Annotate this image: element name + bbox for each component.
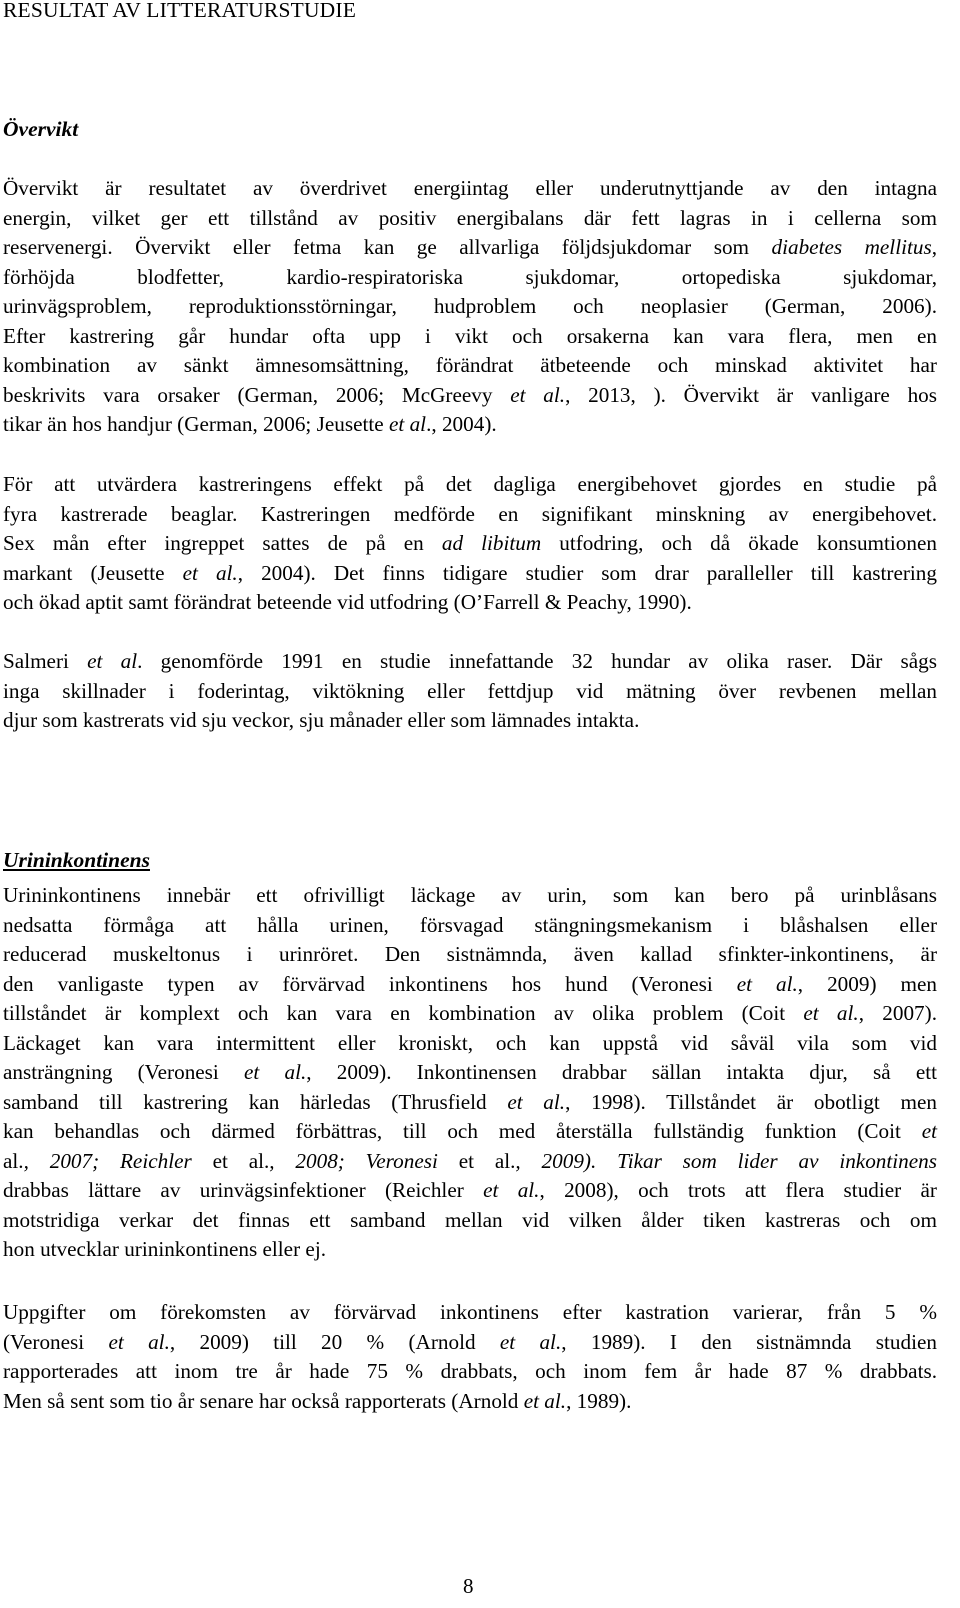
text-line: motstridiga verkar det finnas ett samband mellan vid vilken ålder tiken kastreras och om	[3, 1207, 937, 1232]
text-line: Urininkontinens innebär ett ofrivilligt läckage av urin, som kan bero på urinblåsans	[3, 883, 937, 907]
text-line: Övervikt är resultatet av överdrivet energiintag eller underutnyttjande av den intagna	[3, 176, 937, 200]
text-line: och ökad aptit samt förändrat beteende vid utfodring (O’Farrell & Peachy, 1990).	[3, 590, 692, 614]
italic-text: et al.	[244, 1060, 307, 1084]
text-line: tillståndet är komplext och kan vara en kombination av olika problem (Coit et al., 2007).	[3, 1001, 937, 1025]
text-line: Sex mån efter ingreppet sattes de på en ad libitum utfodring, och då ökade konsumtionen	[3, 531, 937, 555]
italic-text: et al.	[510, 382, 566, 407]
italic-text: , 2008; Veronesi	[269, 1148, 459, 1173]
text-line: reducerad muskeltonus i urinröret. Den sistnämnda, även kallad sfinkter-inkontinens, är	[3, 942, 937, 966]
text-line: markant (Jeusette et al., 2004). Det finns tidigare studier som drar paralleller till kastrering	[3, 560, 937, 585]
text-line: fyra kastrerade beaglar. Kastreringen medförde en signifikant minskning av energibehovet.	[3, 501, 937, 526]
text-line: ansträngning (Veronesi et al., 2009). Inkontinensen drabbar sällan intakta djur, så ett	[3, 1060, 938, 1084]
text-line: reservenergi. Övervikt eller fetma kan ge allvarliga följdsjukdomar som diabetes mellitus,	[3, 235, 937, 259]
text-line: Efter kastrering går hundar ofta upp i vikt och orsakerna kan vara flera, men en	[3, 323, 937, 348]
text-line: För att utvärdera kastreringens effekt på det dagliga energibehovet gjordes en studie på	[3, 472, 937, 496]
italic-text: et al.	[483, 1178, 540, 1202]
text-line: beskrivits vara orsaker (German, 2006; McGreevy et al., 2013, ). Övervikt är vanligare hos	[3, 382, 938, 407]
italic-text: et al.	[499, 1329, 562, 1354]
text-line: drabbas lättare av urinvägsinfektioner (Reichler et al., 2008), och trots att flera studier är	[3, 1178, 937, 1202]
italic-text: et	[921, 1119, 937, 1143]
italic-text: diabetes mellitus	[771, 235, 932, 259]
section-heading-overvikt: Övervikt	[3, 117, 79, 141]
text-line: energin, vilket ger ett tillstånd av positiv energibalans där fett lagras in i cellerna som	[3, 205, 937, 230]
page-title: RESULTAT AV LITTERATURSTUDIE	[3, 0, 357, 22]
text-line: nedsatta förmåga att hålla urinen, försvagad stängningsmekanism i blåshalsen eller	[3, 912, 937, 937]
paragraph	[3, 470, 937, 618]
paragraph	[3, 881, 937, 1265]
italic-text: et al.	[803, 1001, 859, 1025]
section-heading-urininkontinens: Urininkontinens	[3, 848, 150, 872]
italic-text: et al.	[182, 560, 238, 585]
italic-text: et al.	[736, 971, 798, 996]
text-line: al., 2007; Reichler et al., 2008; Veronesi et al., 2009). Tikar som lider av inkontinens	[3, 1148, 938, 1173]
italic-text: ad libitum	[441, 531, 542, 555]
text-line: tikar än hos handjur (German, 2006; Jeusette et al., 2004).	[3, 412, 497, 436]
paragraph	[3, 174, 937, 440]
paragraph	[3, 647, 937, 736]
italic-text: et al	[87, 649, 138, 673]
italic-text: et al	[388, 412, 427, 436]
text-line: Uppgifter om förekomsten av förvärvad inkontinens efter kastration varierar, från 5 %	[3, 1300, 937, 1324]
text-line: djur som kastrerats vid sju veckor, sju månader eller som lämnades intakta.	[3, 708, 640, 732]
text-line: (Veronesi et al., 2009) till 20 % (Arnold et al., 1989). I den sistnämnda studien	[3, 1329, 937, 1354]
text-line: inga skillnader i foderintag, viktökning eller fettdjup vid mätning över revbenen mellan	[3, 678, 937, 703]
italic-text: et al.	[108, 1329, 170, 1354]
text-line: Salmeri et al. genomförde 1991 en studie innefattande 32 hundar av olika raser. Där sågs	[3, 649, 938, 673]
text-line: den vanligaste typen av förvärvad inkontinens hos hund (Veronesi et al., 2009) men	[3, 971, 937, 996]
text-line: hon utvecklar urininkontinens eller ej.	[3, 1237, 327, 1261]
page-number: 8	[463, 1574, 474, 1598]
text-line: Men så sent som tio år senare har också rapporterats (Arnold et al., 1989).	[3, 1388, 632, 1413]
italic-text: , 2007; Reichler	[23, 1148, 213, 1173]
text-line: samband till kastrering kan härledas (Thrusfield et al., 1998). Tillståndet är obotligt men	[3, 1089, 937, 1114]
italic-text: et al.	[507, 1089, 566, 1114]
text-line: kombination av sänkt ämnesomsättning, förändrat ätbeteende och minskad aktivitet har	[3, 353, 937, 377]
text-line: urinvägsproblem, reproduktionsstörningar, hudproblem och neoplasier (German, 2006).	[3, 294, 937, 318]
text-line: kan behandlas och därmed förbättras, till och med återställa fullständig funktion (Coit et	[3, 1119, 937, 1143]
italic-text: , 2009). Tikar som lider av inkontinens	[515, 1148, 938, 1173]
text-line: Läckaget kan vara intermittent eller kroniskt, och kan uppstå vid såväl vila som vid	[3, 1030, 937, 1055]
paragraph	[3, 1298, 937, 1416]
text-line: rapporterades att inom tre år hade 75 % drabbats, och inom fem år hade 87 % drabbats.	[3, 1359, 937, 1383]
text-line: förhöjda blodfetter, kardio-respiratoriska sjukdomar, ortopediska sjukdomar,	[3, 264, 937, 289]
italic-text: et al.	[523, 1388, 567, 1413]
